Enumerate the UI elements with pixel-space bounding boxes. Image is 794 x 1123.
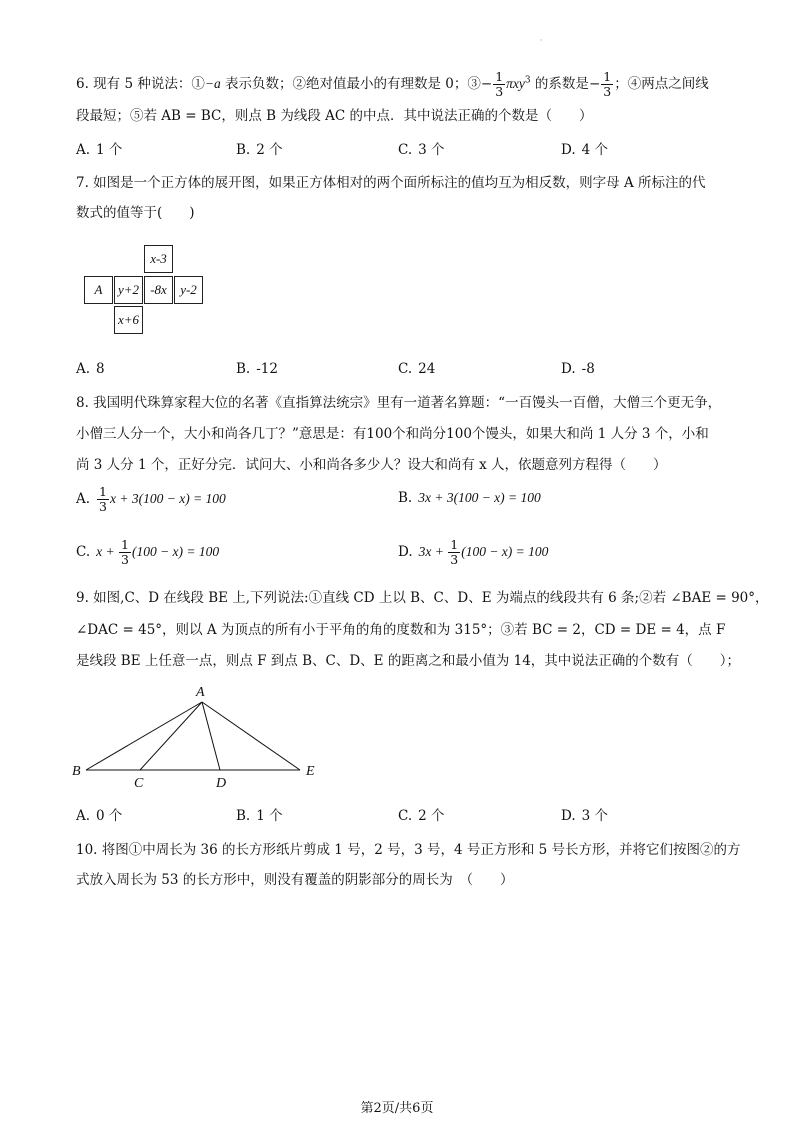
q6-line-1: 6. 现有 5 种说法：①−a 表示负数；②绝对值最小的有理数是 0；③− $\frac{1}{3}$ πxy$^3$ 的系数是− $\frac{1}{3}$ ；④两点之间线 [76, 69, 709, 99]
q8-line-2: 小僧三人分一个，大小和尚各几丁？”意思是：有100个和尚分100个馒头，如果大和尚 1 人分 3 个，小和 [76, 426, 709, 442]
q10-line-1: 10. 将图①中周长为 36 的长方形纸片剪成 1 号，2 号，3 号，4 号正方形和 5 号长方形，并将它们按图②的方 [76, 842, 741, 858]
net-face-a: A [84, 276, 113, 304]
point-label-a: A [196, 685, 205, 700]
q9-line-3: 是线段 BE 上任意一点，则点 F 到点 B、C、D、E 的距离之和最小值为 14，其中说法正确的个数有（ ）； [76, 653, 741, 669]
top-mark: · [540, 36, 543, 45]
page-footer: 第2页/共6页 [360, 1101, 434, 1116]
net-face-minus-8x: -8x [144, 276, 173, 304]
q8-line-3: 尚 3 人分 1 个，正好分完．试问大、小和尚各多少人？设大和尚有 x 人，依题意列方程得（ ） [76, 457, 667, 473]
q9-option-d[interactable]: D. 3 个 [561, 808, 609, 824]
q10-line-2: 式放入周长为 53 的长方形中，则没有覆盖的阴影部分的周长为 （ ） [76, 872, 514, 888]
q9-option-b[interactable]: B. 1 个 [236, 808, 283, 824]
point-label-b: B [72, 764, 81, 779]
q6-option-a[interactable]: A. 1 个 [76, 142, 123, 158]
q9-figure [60, 680, 340, 795]
point-label-e: E [306, 764, 315, 779]
q6-answer-fraction: $\frac{1}{3}$ [603, 69, 612, 99]
segment-ae [202, 702, 300, 770]
q7-option-c[interactable]: C. 24 [398, 361, 436, 377]
point-label-d: D [216, 776, 227, 791]
q6-coef-fraction: $\frac{1}{3}$ [495, 69, 504, 99]
net-face-y-plus-2: y+2 [114, 276, 143, 304]
q8-line-1: 8. 我国明代珠算家程大位的名著《直指算法统宗》里有一道著名算题：“一百馒头一百僧，大僧三个更无争， [76, 395, 722, 411]
net-face-y-minus-2: y-2 [174, 276, 203, 304]
q9-option-a[interactable]: A. 0 个 [76, 808, 123, 824]
segment-ac [140, 702, 202, 770]
q7-line-1: 7. 如图是一个正方体的展开图，如果正方体相对的两个面所标注的值均互为相反数，则字母 A 所标注的代 [76, 175, 706, 191]
q6-option-c[interactable]: C. 3 个 [398, 142, 445, 158]
q8-option-a[interactable]: A. $\frac{1}{3}$ x + 3(100 − x) = 100 [76, 484, 226, 514]
q8-option-b[interactable]: B. 3x + 3(100 − x) = 100 [398, 490, 541, 506]
q9-option-c[interactable]: C. 2 个 [398, 808, 445, 824]
net-face-x-plus-6: x+6 [114, 306, 143, 334]
q7-option-a[interactable]: A. 8 [76, 361, 105, 377]
q9-line-2: ∠DAC = 45°，则以 A 为顶点的所有小于平角的角的度数和为 315°；③若 BC = 2，CD = DE = 4，点 F [76, 622, 726, 638]
q6-line-2: 段最短；⑤若 AB = BC，则点 B 为线段 AC 的中点．其中说法正确的个数是（ ） [76, 108, 593, 124]
q8-option-c[interactable]: C. x + $\frac{1}{3}$ (100 − x) = 100 [76, 537, 220, 567]
q9-line-1: 9. 如图,C、D 在线段 BE 上,下列说法:①直线 CD 上以 B、C、D、E 为端点的线段共有 6 条;②若 ∠BAE = 90°， [76, 590, 769, 606]
q8-option-d[interactable]: D. 3x + $\frac{1}{3}$ (100 − x) = 100 [398, 537, 549, 567]
segment-ab [86, 702, 202, 770]
net-face-top: x-3 [144, 245, 173, 273]
q6-option-b[interactable]: B. 2 个 [236, 142, 283, 158]
point-label-c: C [134, 776, 144, 791]
q7-option-b[interactable]: B. -12 [236, 361, 278, 377]
q6-option-d[interactable]: D. 4 个 [561, 142, 609, 158]
q7-line-2: 数式的值等于( ) [76, 205, 195, 221]
q7-option-d[interactable]: D. -8 [561, 361, 595, 377]
